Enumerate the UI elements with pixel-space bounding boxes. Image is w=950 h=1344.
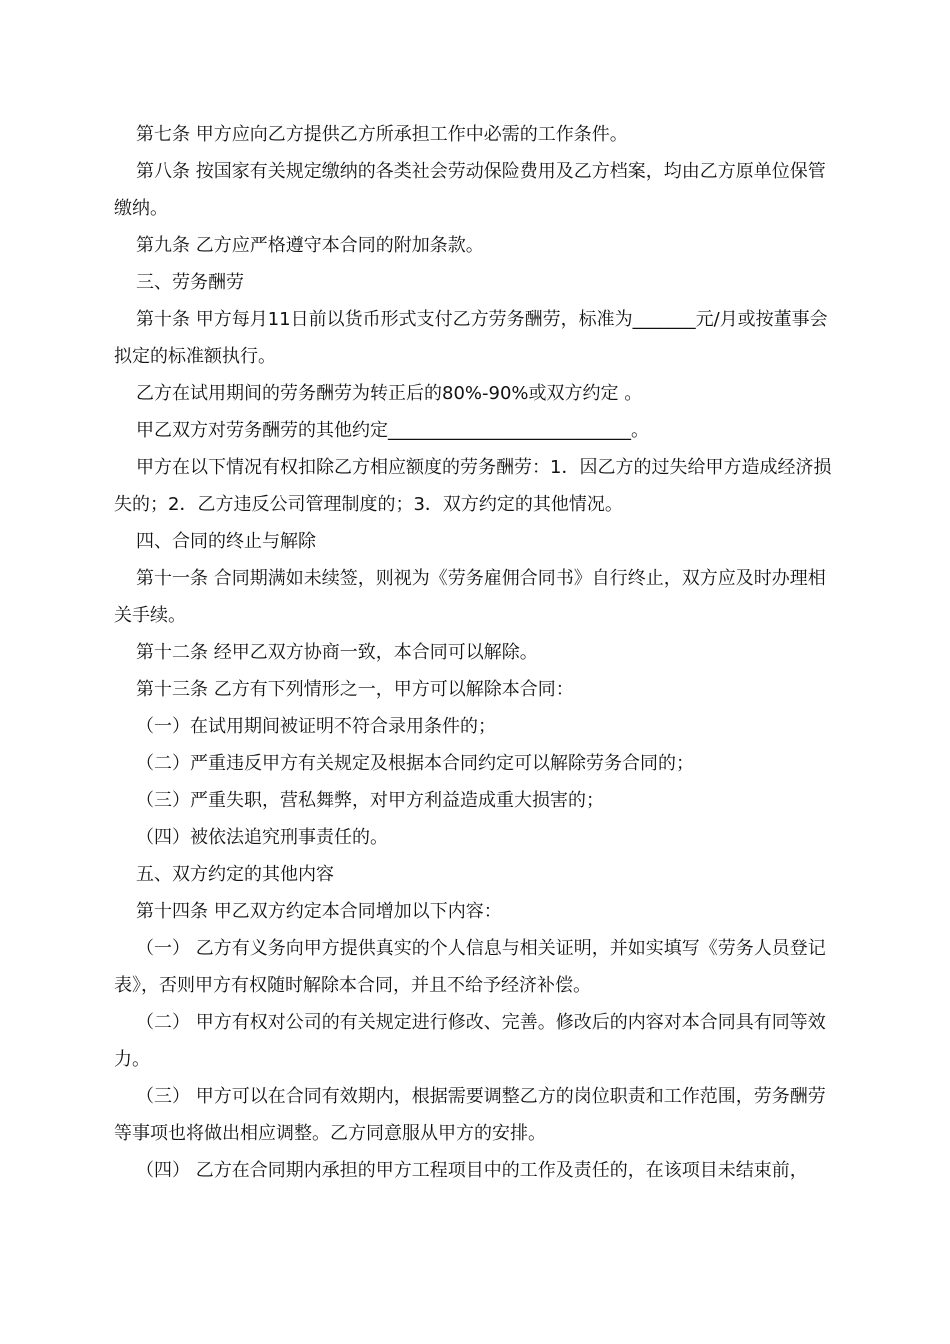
clause-14-item-2: （二） 甲方有权对公司的有关规定进行修改、完善。修改后的内容对本合同具有同等效力。 <box>114 1012 826 1070</box>
section-heading-termination: 四、合同的终止与解除 <box>136 531 316 552</box>
section-heading-remuneration: 三、劳务酬劳 <box>136 272 244 293</box>
clause-14-item-3: （三） 甲方可以在合同有效期内，根据需要调整乙方的岗位职责和工作范围，劳务酬劳等事项也将做出相应调整。乙方同意服从甲方的安排。 <box>114 1086 826 1144</box>
other-remuneration-agreement: 甲乙双方对劳务酬劳的其他约定___________________________。 <box>136 420 649 441</box>
section-heading-other: 五、双方约定的其他内容 <box>136 864 334 885</box>
clause-13-item-1: （一）在试用期间被证明不符合录用条件的； <box>136 716 496 737</box>
deduction-conditions: 甲方在以下情况有权扣除乙方相应额度的劳务酬劳：1．因乙方的过失给甲方造成经济损失的；2．乙方违反公司管理制度的；3．双方约定的其他情况。 <box>114 457 832 515</box>
clause-14-item-1: （一） 乙方有义务向甲方提供真实的个人信息与相关证明，并如实填写《劳务人员登记表》，否则甲方有权随时解除本合同，并且不给予经济补偿。 <box>114 938 826 996</box>
clause-14-item-4: （四） 乙方在合同期内承担的甲方工程项目中的工作及责任的，在该项目未结束前， <box>136 1160 808 1181</box>
clause-12: 第十二条 经甲乙双方协商一致，本合同可以解除。 <box>136 642 538 663</box>
clause-13-item-2: （二）严重违反甲方有关规定及根据本合同约定可以解除劳务合同的； <box>136 753 694 774</box>
probation-remuneration: 乙方在试用期间的劳务酬劳为转正后的80%-90%或双方约定 。 <box>136 383 643 404</box>
clause-10: 第十条 甲方每月11日前以货币形式支付乙方劳务酬劳，标准为_______元/月或按董事会拟定的标准额执行。 <box>114 309 828 367</box>
clause-14: 第十四条 甲乙双方约定本合同增加以下内容： <box>136 901 502 922</box>
clause-13-item-3: （三）严重失职，营私舞弊，对甲方利益造成重大损害的； <box>136 790 604 811</box>
clause-7: 第七条 甲方应向乙方提供乙方所承担工作中必需的工作条件。 <box>136 124 628 145</box>
clause-13-item-4: （四）被依法追究刑事责任的。 <box>136 827 388 848</box>
clause-11: 第十一条 合同期满如未续签，则视为《劳务雇佣合同书》自行终止，双方应及时办理相关手续。 <box>114 568 826 626</box>
clause-9: 第九条 乙方应严格遵守本合同的附加条款。 <box>136 235 484 256</box>
clause-13: 第十三条 乙方有下列情形之一，甲方可以解除本合同： <box>136 679 574 700</box>
clause-8: 第八条 按国家有关规定缴纳的各类社会劳动保险费用及乙方档案，均由乙方原单位保管缴纳。 <box>114 161 826 219</box>
document-body <box>114 116 838 1189</box>
